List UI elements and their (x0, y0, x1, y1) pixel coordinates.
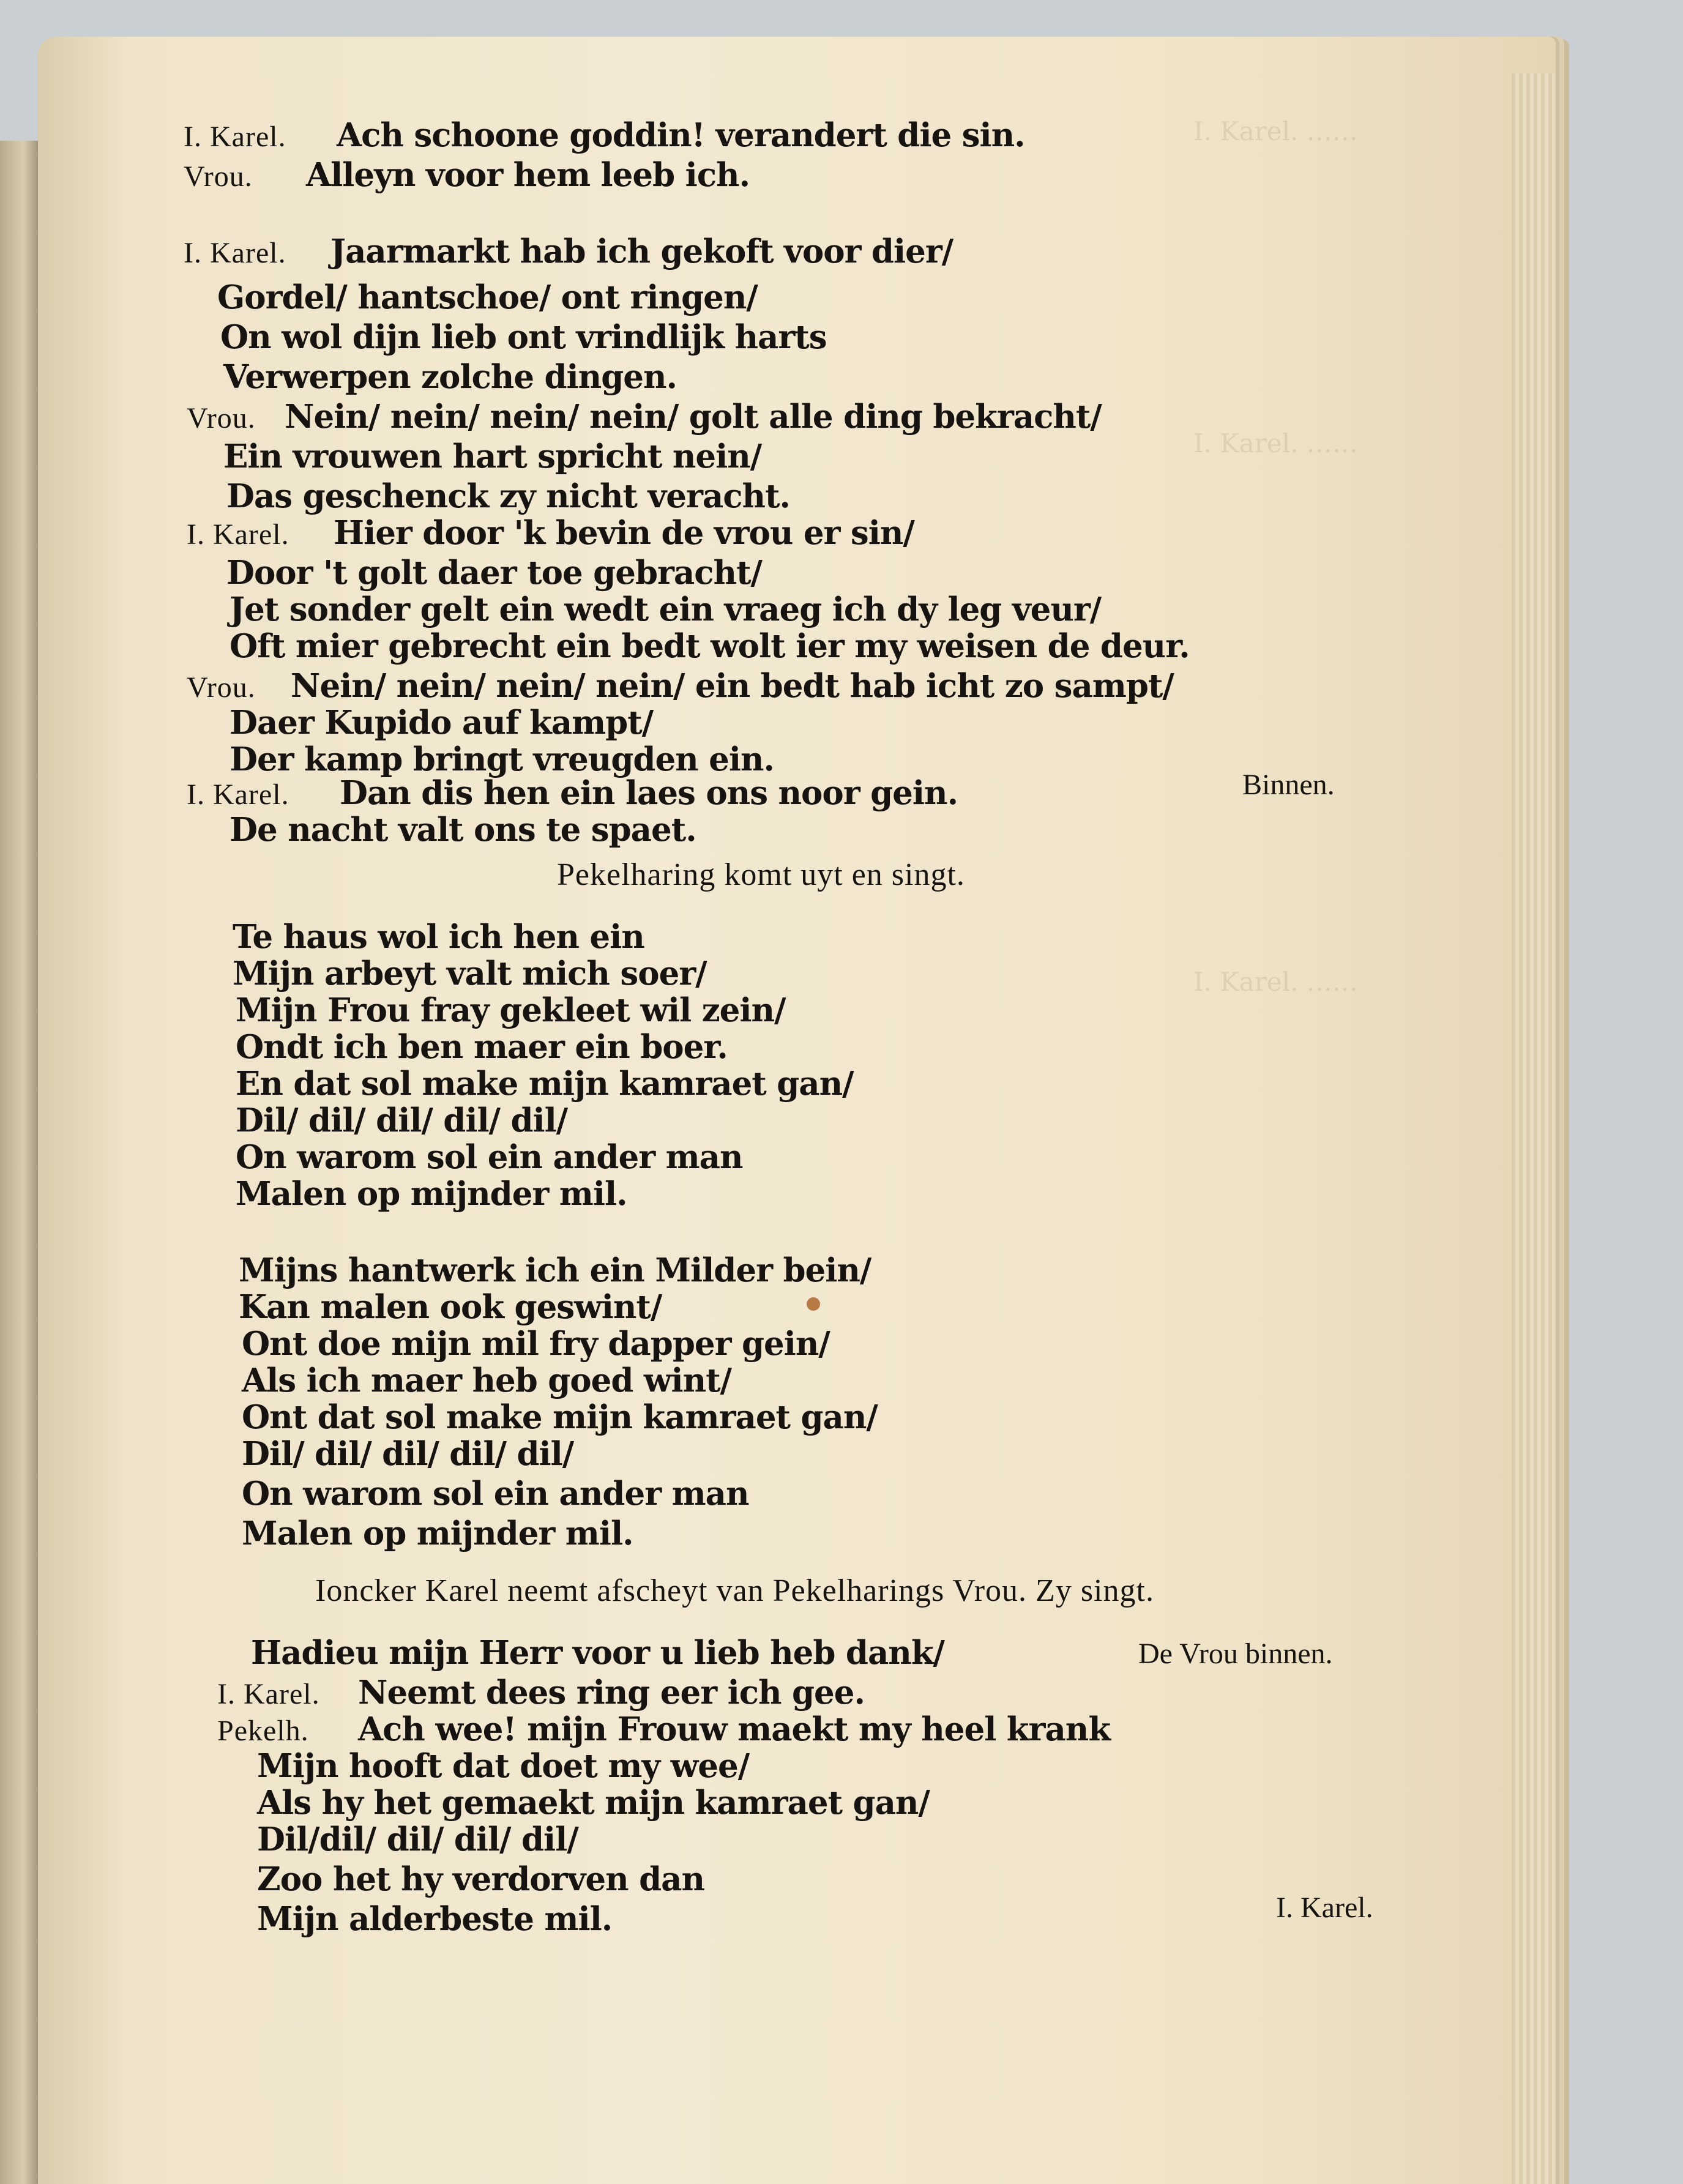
song-line: Mijn alderbeste mil. (257, 1900, 613, 1938)
song-line: On warom sol ein ander man (236, 1138, 743, 1176)
song-line: Ondt ich ben maer ein boer. (236, 1028, 728, 1066)
stage-direction: Ioncker Karel neemt afscheyt van Pekelharings Vrou. Zy singt. (315, 1573, 1154, 1608)
bleed-through: I. Karel. …… (1193, 116, 1358, 146)
line: I. Karel. Dan dis hen ein laes ons noor gein. (187, 774, 958, 812)
bleed-through: I. Karel. …… (1193, 967, 1358, 997)
song-line: Mijn hooft dat doet my wee/ (257, 1747, 750, 1785)
song-line: Mijns hantwerk ich ein Milder bein/ (239, 1251, 871, 1289)
page-stack-edge (1512, 73, 1554, 2184)
line: On wol dijn lieb ont vrindlijk harts (220, 318, 827, 356)
line: De nacht valt ons te spaet. (230, 811, 696, 849)
left-page-edge (0, 141, 43, 2184)
song-line: Hadieu mijn Herr voor u lieb heb dank/ (251, 1634, 944, 1672)
line: Vrou. Nein/ nein/ nein/ nein/ ein bedt hab icht zo sampt/ (187, 667, 1174, 705)
song-line: On warom sol ein ander man (242, 1475, 749, 1513)
song-line: Mijn arbeyt valt mich soer/ (233, 955, 707, 993)
line: Daer Kupido auf kampt/ (230, 704, 654, 742)
line: I. Karel. Hier door 'k bevin de vrou er sin/ (187, 514, 914, 552)
song-line: Te haus wol ich hen ein (233, 918, 644, 956)
line: Ein vrouwen hart spricht nein/ (223, 438, 762, 475)
line: I. Karel. Jaarmarkt hab ich gekoft voor dier/ (184, 233, 953, 270)
song-line: En dat sol make mijn kamraet gan/ (236, 1065, 854, 1103)
song-line: Zoo het hy verdorven dan (257, 1860, 705, 1898)
line: I. Karel. Ach schoone goddin! verandert die sin. (184, 116, 1025, 154)
line: Gordel/ hantschoe/ ont ringen/ (217, 278, 758, 316)
margin-note-karel: I. Karel. (1276, 1891, 1373, 1924)
line: Verwerpen zolche dingen. (223, 358, 677, 396)
line: Pekelh. Ach wee! mijn Frouw maekt my heel krank (217, 1710, 1111, 1748)
song-line: Dil/ dil/ dil/ dil/ dil/ (242, 1435, 574, 1473)
song-line: Als ich maer heb goed wint/ (242, 1362, 731, 1399)
song-line: Dil/ dil/ dil/ dil/ dil/ (236, 1101, 568, 1139)
line: Vrou. Nein/ nein/ nein/ nein/ golt alle ding bekracht/ (187, 398, 1102, 436)
song-line: Ont doe mijn mil fry dapper gein/ (242, 1325, 830, 1363)
line: Oft mier gebrecht ein bedt wolt ier my weisen de deur. (230, 627, 1190, 665)
song-line: Kan malen ook geswint/ (239, 1288, 662, 1326)
margin-note-vrou-binnen: De Vrou binnen. (1138, 1638, 1333, 1670)
song-line: Malen op mijnder mil. (236, 1175, 627, 1213)
line: Das geschenck zy nicht veracht. (226, 477, 790, 515)
stage-direction: Pekelharing komt uyt en singt. (557, 857, 965, 892)
song-line: Als hy het gemaekt mijn kamraet gan/ (257, 1784, 930, 1822)
bleed-through: I. Karel. …… (1193, 428, 1358, 458)
margin-note-binnen: Binnen. (1242, 769, 1335, 801)
song-line: Mijn Frou fray gekleet wil zein/ (236, 991, 786, 1029)
line: Jet sonder gelt ein wedt ein vraeg ich dy leg veur/ (230, 591, 1102, 628)
song-line: Dil/dil/ dil/ dil/ dil/ (257, 1821, 578, 1858)
line: Vrou. Alleyn voor hem leeb ich. (184, 156, 750, 194)
line: I. Karel. Neemt dees ring eer ich gee. (217, 1674, 865, 1712)
song-line: Ont dat sol make mijn kamraet gan/ (242, 1398, 878, 1436)
line: Der kamp bringt vreugden ein. (230, 740, 774, 778)
ink-spot (807, 1297, 820, 1311)
song-line: Malen op mijnder mil. (242, 1515, 633, 1552)
line: Door 't golt daer toe gebracht/ (226, 554, 762, 592)
